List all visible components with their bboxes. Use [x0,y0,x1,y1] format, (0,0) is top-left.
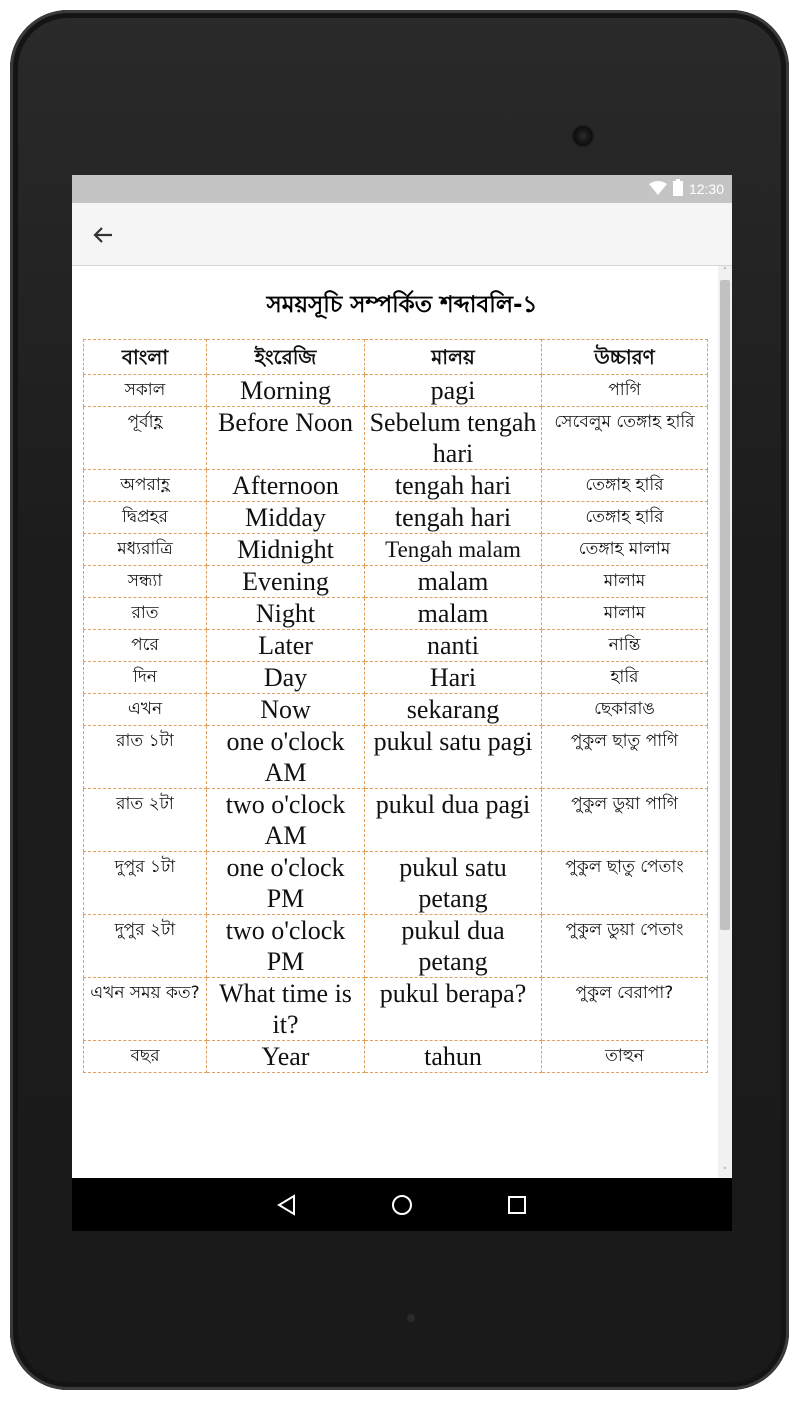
wifi-icon [649,180,667,199]
cell-malay: tahun [365,1041,542,1073]
cell-malay: malam [365,566,542,598]
cell-english: What time is it? [207,978,365,1041]
header-bangla: বাংলা [84,340,207,375]
table-row [84,566,708,598]
cell-bangla: দুপুর ২টা [84,915,207,978]
cell-english: one o'clock AM [207,726,365,789]
cell-bangla: রাত ২টা [84,789,207,852]
cell-bangla: রাত [84,598,207,630]
status-clock: 12:30 [688,181,724,197]
cell-pronunciation: পুকুল ডুয়া পেতাং [542,915,708,978]
cell-english: Evening [207,566,365,598]
cell-malay: malam [365,598,542,630]
cell-pronunciation: পুকুল ডুয়া পাগি [542,789,708,852]
cell-pronunciation: মালাম [542,566,708,598]
cell-bangla: সন্ধ্যা [84,566,207,598]
cell-english: Later [207,630,365,662]
cell-malay: pukul dua pagi [365,789,542,852]
page-title: সময়সূচি সম্পর্কিত শব্দাবলি-১ [266,292,538,318]
scroll-down-icon[interactable]: ˅ [722,1167,728,1177]
cell-malay: Tengah malam [365,534,542,566]
cell-pronunciation: তেঙ্গাহ হারি [542,470,708,502]
cell-pronunciation: পুকুল ছাতু পাগি [542,726,708,789]
vocabulary-table [83,339,708,1073]
cell-bangla: সকাল [84,375,207,407]
table-row [84,726,708,789]
cell-english: Morning [207,375,365,407]
table-row [84,1041,708,1073]
cell-bangla: দ্বিপ্রহর [84,502,207,534]
table-row [84,915,708,978]
home-circle-icon [389,1192,415,1218]
cell-pronunciation: হারি [542,662,708,694]
cell-bangla: বছর [84,1041,207,1073]
cell-bangla: রাত ১টা [84,726,207,789]
tablet-device-frame [10,10,789,1390]
cell-malay: tengah hari [365,470,542,502]
cell-bangla: পূর্বাহ্ণ [84,407,207,470]
light-sensor [407,1314,415,1322]
back-button[interactable] [88,220,118,250]
status-icons [649,179,724,199]
cell-pronunciation: পুকুল বেরাপা? [542,978,708,1041]
screen [72,175,732,1231]
nav-home-button[interactable] [389,1192,415,1218]
cell-english: two o'clock PM [207,915,365,978]
cell-malay: Hari [365,662,542,694]
front-camera [573,126,593,146]
cell-malay: pukul berapa? [365,978,542,1041]
header-pronunciation: উচ্চারণ [542,340,708,375]
table-row [84,502,708,534]
cell-malay: sekarang [365,694,542,726]
cell-english: two o'clock AM [207,789,365,852]
table-row [84,407,708,470]
recents-square-icon [504,1192,530,1218]
nav-recents-button[interactable] [504,1192,530,1218]
cell-english: Now [207,694,365,726]
cell-english: Night [207,598,365,630]
cell-pronunciation: সেবেলুম তেঙ্গাহ হারি [542,407,708,470]
table-row [84,375,708,407]
cell-malay: nanti [365,630,542,662]
scrollbar-thumb[interactable] [720,280,730,930]
cell-malay: pagi [365,375,542,407]
cell-english: Day [207,662,365,694]
app-bar [72,203,732,266]
battery-icon [673,179,683,200]
cell-english: Year [207,1041,365,1073]
cell-bangla: মধ্যরাত্রি [84,534,207,566]
cell-bangla: অপরাহ্ণ [84,470,207,502]
arrow-left-icon [88,220,118,250]
cell-malay: pukul satu pagi [365,726,542,789]
cell-pronunciation: পাগি [542,375,708,407]
cell-pronunciation: ছেকারাঙ [542,694,708,726]
cell-pronunciation: পুকুল ছাতু পেতাং [542,852,708,915]
table-row [84,662,708,694]
status-bar [72,175,732,203]
table-row [84,598,708,630]
cell-bangla: পরে [84,630,207,662]
cell-english: Afternoon [207,470,365,502]
cell-bangla: দুপুর ১টা [84,852,207,915]
cell-english: one o'clock PM [207,852,365,915]
table-row [84,534,708,566]
cell-malay: Sebelum tengah hari [365,407,542,470]
navigation-bar [72,1178,732,1231]
cell-pronunciation: তাহুন [542,1041,708,1073]
cell-bangla: দিন [84,662,207,694]
table-row [84,470,708,502]
cell-pronunciation: তেঙ্গাহ মালাম [542,534,708,566]
lesson-content[interactable] [72,266,732,1178]
cell-pronunciation: মালাম [542,598,708,630]
table-row [84,978,708,1041]
cell-english: Before Noon [207,407,365,470]
cell-pronunciation: তেঙ্গাহ হারি [542,502,708,534]
cell-english: Midday [207,502,365,534]
header-malay: মালয় [365,340,542,375]
cell-bangla: এখন [84,694,207,726]
table-row [84,694,708,726]
cell-english: Midnight [207,534,365,566]
vertical-scrollbar[interactable] [718,266,732,1178]
cell-bangla: এখন সময় কত? [84,978,207,1041]
table-header-row [84,340,708,375]
nav-back-button[interactable] [274,1192,300,1218]
table-row [84,789,708,852]
scroll-up-icon[interactable]: ˄ [722,267,728,277]
back-triangle-icon [274,1192,300,1218]
header-english: ইংরেজি [207,340,365,375]
cell-malay: pukul dua petang [365,915,542,978]
table-row [84,852,708,915]
table-row [84,630,708,662]
cell-pronunciation: নান্তি [542,630,708,662]
cell-malay: pukul satu petang [365,852,542,915]
cell-malay: tengah hari [365,502,542,534]
